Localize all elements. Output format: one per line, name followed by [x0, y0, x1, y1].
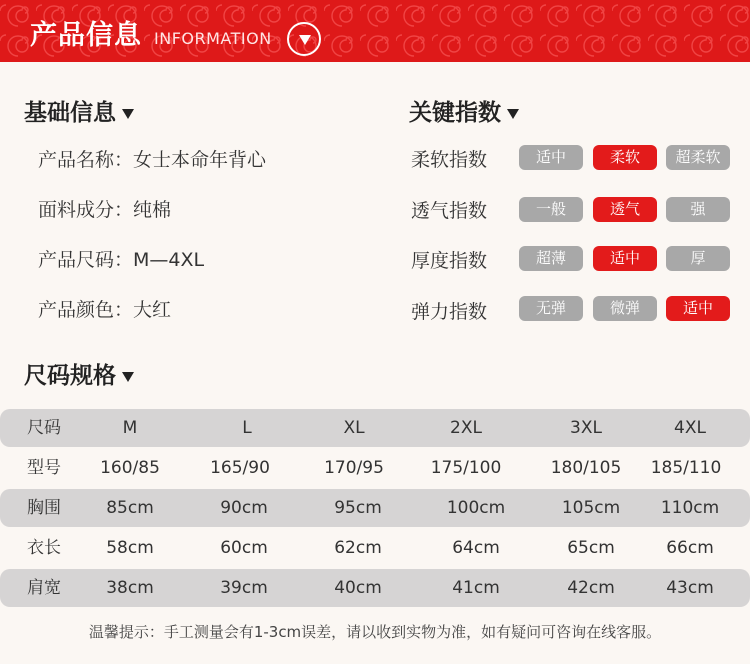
table-cell: 175/100 [430, 458, 502, 478]
thickness-label: 厚度指数 [411, 250, 488, 272]
caret-down-icon [507, 109, 519, 119]
table-cell: 胸围 [27, 498, 61, 518]
table-cell: XL [343, 418, 365, 438]
info-fabric: 面料成分：纯棉 [38, 199, 172, 221]
table-cell: 60cm [220, 538, 268, 558]
basic-info-title: 基础信息 [24, 100, 116, 126]
caret-down-icon [122, 109, 134, 119]
size-spec-title: 尺码规格 [24, 363, 116, 389]
table-row [0, 449, 750, 487]
table-cell: 100cm [446, 498, 506, 518]
table-cell: 65cm [567, 538, 615, 558]
banner-title: 产品信息 [30, 20, 142, 51]
table-cell: 3XL [570, 418, 602, 438]
table-cell: 43cm [666, 578, 714, 598]
table-cell: 型号 [27, 458, 61, 478]
table-cell: 110cm [660, 498, 720, 518]
elasticity-option: 无弹 [519, 296, 583, 321]
banner-subtitle: INFORMATION [154, 29, 272, 48]
table-cell: 85cm [106, 498, 154, 518]
breathability-label: 透气指数 [411, 200, 488, 222]
size-spec-heading [24, 357, 134, 390]
table-cell: 2XL [450, 418, 482, 438]
info-product-name: 产品名称：女士本命年背心 [38, 149, 267, 171]
caret-down-icon [122, 372, 134, 382]
table-cell: 180/105 [550, 458, 622, 478]
elasticity-label: 弹力指数 [411, 301, 488, 323]
table-cell: 38cm [106, 578, 154, 598]
softness-option-selected: 柔软 [593, 145, 657, 170]
info-color: 产品颜色：大红 [38, 299, 172, 321]
table-cell: 165/90 [210, 458, 270, 478]
table-cell: 62cm [334, 538, 382, 558]
table-cell: 39cm [220, 578, 268, 598]
measurement-tip: 温馨提示：手工测量会有1-3cm误差，请以收到实物为准，如有疑问可咨询在线客服。 [88, 623, 662, 641]
table-cell: 衣长 [27, 538, 61, 558]
chevron-down-icon[interactable] [287, 22, 321, 56]
section-banner [0, 0, 750, 62]
breathability-option-selected: 透气 [593, 197, 657, 222]
table-row [0, 529, 750, 567]
table-row [0, 489, 750, 527]
info-size-range: 产品尺码：M—4XL [38, 249, 205, 271]
table-cell: 4XL [674, 418, 706, 438]
thickness-option-selected: 适中 [593, 246, 657, 271]
softness-option: 超柔软 [666, 145, 730, 170]
key-index-heading [409, 94, 519, 127]
thickness-option: 厚 [666, 246, 730, 271]
table-cell: 185/110 [650, 458, 722, 478]
softness-label: 柔软指数 [411, 149, 488, 171]
table-cell: 160/85 [100, 458, 160, 478]
table-row [0, 569, 750, 607]
table-cell: 170/95 [324, 458, 384, 478]
basic-info-heading [24, 94, 134, 127]
table-cell: M [122, 418, 138, 438]
key-index-title: 关键指数 [409, 100, 501, 126]
table-cell: 90cm [220, 498, 268, 518]
table-cell: 肩宽 [27, 578, 61, 598]
table-cell: 105cm [561, 498, 621, 518]
table-cell: 58cm [106, 538, 154, 558]
table-cell: 40cm [334, 578, 382, 598]
breathability-option: 强 [666, 197, 730, 222]
size-header-row [0, 409, 750, 447]
breathability-option: 一般 [519, 197, 583, 222]
softness-option: 适中 [519, 145, 583, 170]
thickness-option: 超薄 [519, 246, 583, 271]
table-cell: 尺码 [27, 418, 61, 438]
table-cell: 64cm [452, 538, 500, 558]
table-cell: 95cm [334, 498, 382, 518]
elasticity-option-selected: 适中 [666, 296, 730, 321]
table-cell: 42cm [567, 578, 615, 598]
table-cell: 41cm [452, 578, 500, 598]
table-cell: 66cm [666, 538, 714, 558]
elasticity-option: 微弹 [593, 296, 657, 321]
table-cell: L [242, 418, 252, 438]
